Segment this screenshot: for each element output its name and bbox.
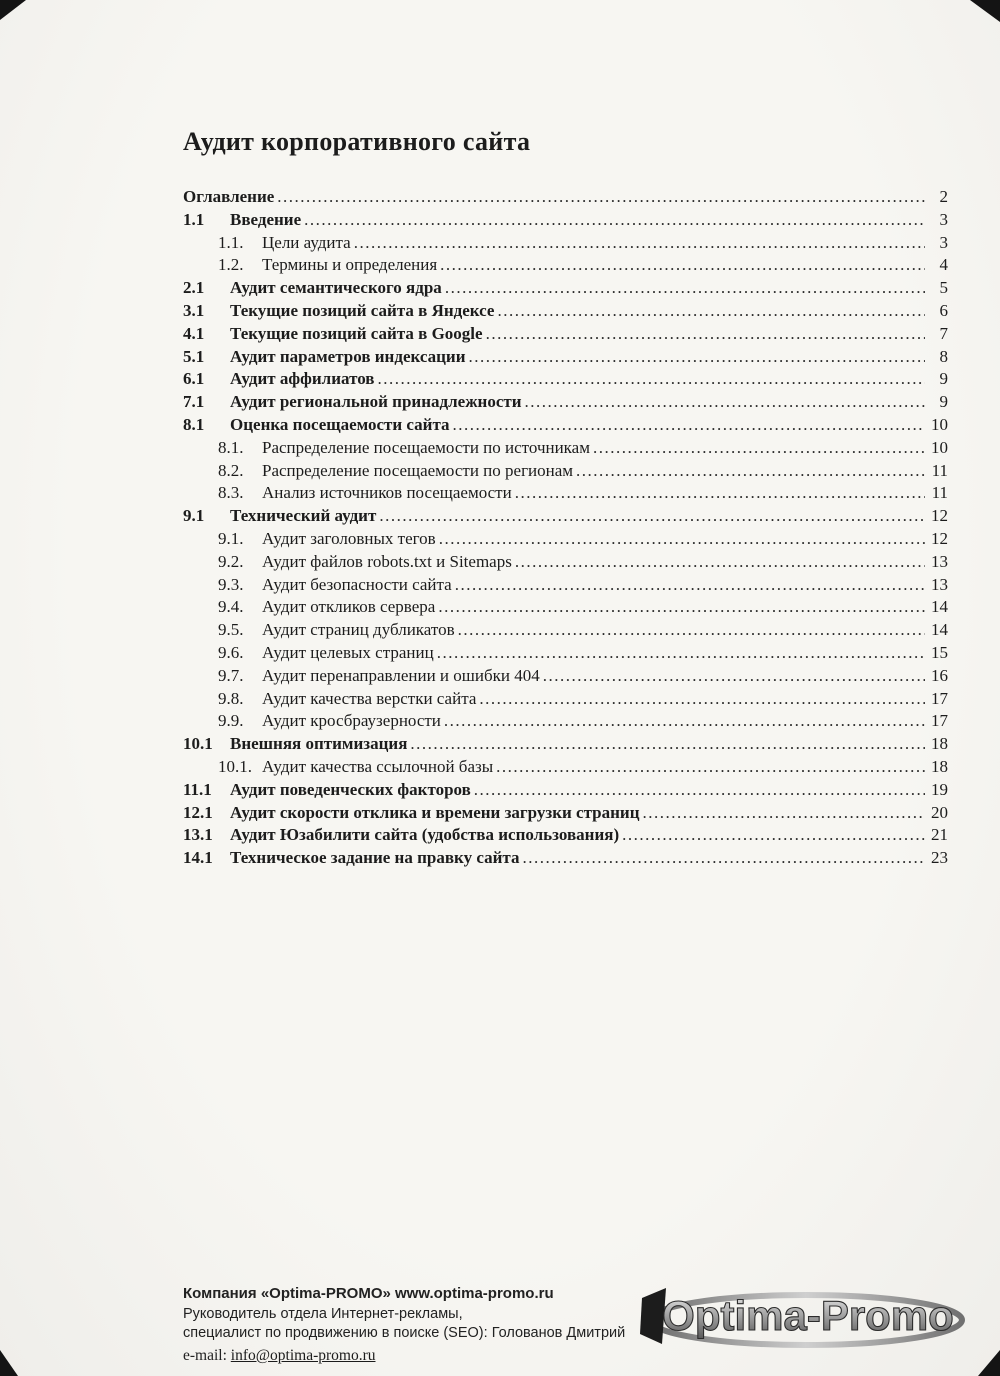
toc-leader-dots: [458, 619, 925, 642]
toc-entry-label: Аудит перенаправлении и ошибки 404: [262, 665, 540, 685]
toc-entry-label: Аудит качества верстки сайта: [262, 688, 477, 708]
toc-entry-number: 9.3.: [218, 574, 244, 594]
toc-entry-number: 9.8.: [218, 688, 244, 708]
footer-email-line: [183, 1346, 653, 1365]
toc-entry: [218, 665, 948, 688]
toc-entry-label: Цели аудита: [262, 232, 351, 252]
toc-entry: [183, 414, 948, 437]
toc-entry-label: Аудит Юзабилити сайта (удобства использования): [230, 825, 620, 845]
toc-entry-number: 10.1: [183, 734, 213, 754]
logo-text: Optima-Promo: [662, 1292, 954, 1339]
toc-entry-page: 17: [931, 711, 948, 731]
scan-artifact-top-right: [970, 0, 1000, 22]
toc-leader-dots: [304, 209, 925, 232]
toc-entry-number: 9.6.: [218, 642, 244, 662]
toc-entry-number: 11.1: [183, 779, 212, 799]
toc-entry-number: 8.1.: [218, 437, 244, 457]
page-title: Аудит корпоративного сайта: [183, 127, 531, 157]
toc-leader-dots: [440, 254, 925, 277]
toc-leader-dots: [576, 460, 925, 483]
toc-entry-page: 9: [939, 369, 948, 389]
toc-entry-label: Аудит кросбраузерности: [262, 711, 441, 731]
toc-leader-dots: [438, 596, 925, 619]
toc-leader-dots: [354, 232, 925, 255]
toc-entry-number: 12.1: [183, 802, 213, 822]
toc-entry-label: Текущие позиций сайта в Google: [230, 323, 483, 343]
toc-leader-dots: [444, 710, 925, 733]
email-link[interactable]: info@optima-promo.ru: [230, 1347, 376, 1364]
toc-entry-page: 14: [931, 620, 948, 640]
toc-entry-label: Аудит файлов robots.txt и Sitemaps: [262, 551, 512, 571]
toc-entry-page: 20: [931, 802, 948, 822]
toc-entry-page: 14: [931, 597, 948, 617]
toc-entry-label: Аудит скорости отклика и времени загрузки страниц: [230, 802, 640, 822]
footer-block: [183, 1284, 653, 1365]
toc-entry-label: Анализ источников посещаемости: [262, 483, 512, 503]
toc-entry-number: 9.1.: [218, 528, 244, 548]
toc-entry-label: Технический аудит: [230, 506, 377, 526]
toc-entry-label: Аудит качества ссылочной базы: [262, 756, 494, 776]
toc-entry-label: Текущие позиций сайта в Яндексе: [230, 300, 495, 320]
toc-entry-page: 8: [939, 346, 948, 366]
toc-leader-dots: [377, 368, 925, 391]
toc-entry: [183, 346, 948, 369]
toc-entry: [218, 596, 948, 619]
toc-entry: [183, 733, 948, 756]
toc-entry: [183, 505, 948, 528]
toc-entry-page: 3: [939, 232, 948, 252]
toc-entry-page: 19: [931, 779, 948, 799]
toc-entry-page: 10: [931, 414, 948, 434]
toc-leader-dots: [622, 824, 925, 847]
toc-leader-dots: [474, 779, 925, 802]
scan-artifact-bottom-right: [978, 1350, 1000, 1376]
toc-entry-label: Аудит поведенческих факторов: [230, 779, 471, 799]
toc-entry: [183, 824, 948, 847]
toc-entry-page: 11: [931, 460, 948, 480]
toc-entry: [183, 779, 948, 802]
toc-entry-label: Аудит региональной принадлежности: [230, 392, 522, 412]
toc-entry-label: Термины и определения: [262, 255, 438, 275]
toc-entry: [218, 232, 948, 255]
toc-entry: [218, 254, 948, 277]
toc-entry: [218, 756, 948, 779]
footer-role-line-2: специалист по продвижению в поиске (SEO): Голованов Дмитрий: [183, 1325, 626, 1341]
toc-entry: [218, 551, 948, 574]
toc-entry-label: Аудит целевых страниц: [262, 642, 434, 662]
toc-entry-page: 2: [939, 187, 948, 206]
toc-entry-label: Аудит аффилиатов: [230, 369, 375, 389]
toc-entry-number: 1.2.: [218, 255, 244, 275]
toc-entry-number: 5.1: [183, 346, 205, 366]
toc-leader-dots: [455, 574, 925, 597]
toc-entry-number: 8.3.: [218, 483, 244, 503]
toc-leader-dots: [410, 733, 925, 756]
scan-artifact-bottom-left: [0, 1350, 18, 1376]
email-label: e-mail:: [183, 1347, 231, 1364]
toc-entry: [218, 619, 948, 642]
toc-leader-dots: [445, 277, 925, 300]
toc-entry-label: Распределение посещаемости по регионам: [262, 460, 574, 480]
toc-entry-label: Аудит откликов сервера: [262, 597, 436, 617]
toc-entry-label: Аудит страниц дубликатов: [262, 620, 455, 640]
toc-entry-label: Аудит заголовных тегов: [262, 528, 436, 548]
toc-entry: [183, 277, 948, 300]
toc-entry: [218, 574, 948, 597]
toc-entry: [183, 300, 948, 323]
toc-entry-label: Аудит безопасности сайта: [262, 574, 452, 594]
toc-leader-dots: [515, 551, 925, 574]
toc-leader-dots: [439, 528, 925, 551]
toc-leader-dots: [453, 414, 925, 437]
toc-entry-page: 7: [939, 323, 948, 343]
toc-leader-dots: [643, 802, 926, 825]
toc-entry-number: 9.9.: [218, 711, 244, 731]
toc-entry: [218, 688, 948, 711]
toc-leader-dots: [515, 482, 925, 505]
toc-entry-label: Аудит параметров индексации: [230, 346, 466, 366]
toc-entry-number: 9.1: [183, 506, 205, 526]
optima-promo-logo: [636, 1278, 966, 1358]
toc-entry: [183, 368, 948, 391]
toc-entry-page: 21: [931, 825, 948, 845]
toc-entry: [183, 209, 948, 232]
toc-entry-number: 1.1.: [218, 232, 244, 252]
toc-entry-number: 14.1: [183, 848, 213, 868]
toc-entry-page: 23: [931, 848, 948, 868]
toc-entry-page: 10: [931, 437, 948, 457]
toc-entry-number: 8.1: [183, 414, 205, 434]
toc-entry: [218, 528, 948, 551]
toc-entry: [218, 437, 948, 460]
toc-leader-dots: [479, 688, 925, 711]
toc-entry-number: 7.1: [183, 392, 205, 412]
toc-entry-page: 12: [931, 528, 948, 548]
toc-list: [183, 186, 948, 870]
toc-entry-label: Аудит семантического ядра: [230, 278, 442, 298]
toc-entry-number: 8.2.: [218, 460, 244, 480]
toc-entry-label: Оглавление: [183, 187, 275, 206]
toc-entry-page: 4: [939, 255, 948, 275]
scan-artifact-top-left: [0, 0, 26, 20]
toc-leader-dots: [277, 186, 925, 209]
toc-entry-number: 4.1: [183, 323, 205, 343]
toc-leader-dots: [469, 346, 926, 369]
logo-graphic: [636, 1278, 966, 1358]
toc-entry-page: 11: [931, 483, 948, 503]
toc-leader-dots: [543, 665, 925, 688]
toc-entry-page: 13: [931, 551, 948, 571]
footer-role-line-1: Руководитель отдела Интернет-рекламы,: [183, 1306, 463, 1322]
toc-entry-page: 6: [939, 300, 948, 320]
toc-entry: [218, 710, 948, 733]
toc-entry-page: 5: [939, 278, 948, 298]
toc-entry-label: Введение: [230, 209, 302, 229]
toc-leader-dots: [437, 642, 925, 665]
toc-entry: [183, 847, 948, 870]
toc-entry-number: 2.1: [183, 278, 205, 298]
toc-leader-dots: [486, 323, 925, 346]
toc-entry-page: 17: [931, 688, 948, 708]
toc-leader-dots: [525, 391, 925, 414]
toc-entry-number: 9.2.: [218, 551, 244, 571]
toc-entry-number: 3.1: [183, 300, 205, 320]
toc-leader-dots: [497, 300, 925, 323]
toc-leader-dots: [522, 847, 925, 870]
toc-entry: [218, 482, 948, 505]
toc-entry-page: 15: [931, 642, 948, 662]
toc-entry-label: Внешняя оптимизация: [230, 734, 408, 754]
toc-entry-label: Оценка посещаемости сайта: [230, 414, 450, 434]
toc-entry-page: 9: [939, 392, 948, 412]
toc-entry: [218, 460, 948, 483]
toc-entry: [183, 323, 948, 346]
toc-entry-page: 18: [931, 756, 948, 776]
toc-leader-dots: [379, 505, 925, 528]
footer-company-line: Компания «Optima-PROMO» www.optima-promo.ru: [183, 1285, 554, 1302]
toc-entry-page: 18: [931, 734, 948, 754]
toc-entry-label: Техническое задание на правку сайта: [230, 848, 520, 868]
toc-entry-number: 1.1: [183, 209, 205, 229]
toc-entry-label: Распределение посещаемости по источникам: [262, 437, 590, 457]
toc-entry: [183, 391, 948, 414]
toc-entry: [218, 642, 948, 665]
toc-entry-page: 12: [931, 506, 948, 526]
toc-leader-dots: [593, 437, 925, 460]
toc-entry-page: 13: [931, 574, 948, 594]
toc-entry-number: 10.1.: [218, 756, 252, 776]
toc-leader-dots: [496, 756, 925, 779]
toc-entry-number: 9.7.: [218, 665, 244, 685]
toc-entry: [183, 186, 948, 209]
toc-entry-number: 9.4.: [218, 597, 244, 617]
toc-entry-page: 3: [939, 209, 948, 229]
toc-entry-number: 6.1: [183, 369, 205, 389]
toc-entry-number: 9.5.: [218, 620, 244, 640]
toc-entry: [183, 802, 948, 825]
toc-entry-number: 13.1: [183, 825, 213, 845]
toc-entry-page: 16: [931, 665, 948, 685]
